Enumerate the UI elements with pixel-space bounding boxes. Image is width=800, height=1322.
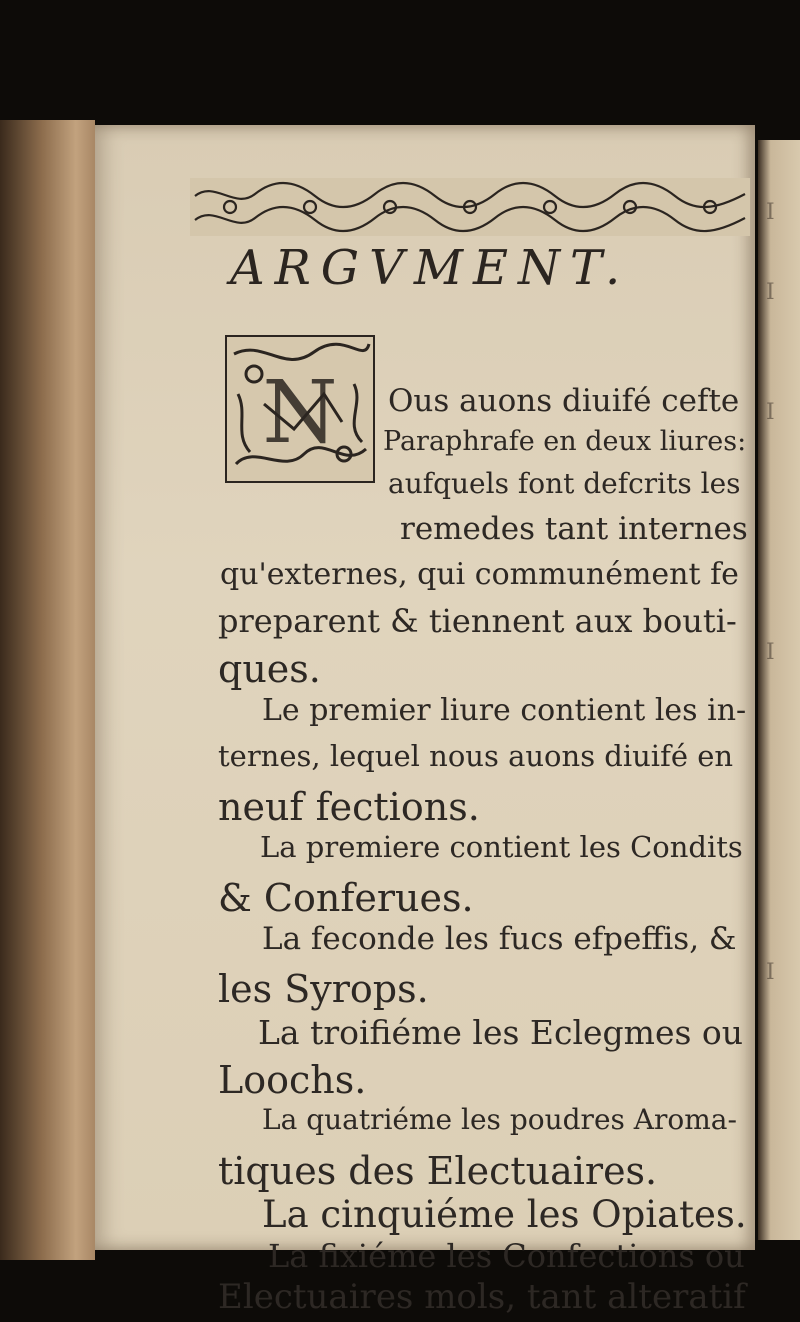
- text-line-7: ques.: [218, 647, 321, 691]
- text-line-15: La troifiéme les Eclegmes ou: [258, 1013, 744, 1052]
- text-line-9: ternes, lequel nous auons diuifé en: [218, 739, 734, 773]
- text-line-2: Paraphrafe en deux liures:: [383, 426, 747, 457]
- decorated-initial-icon: [224, 334, 376, 484]
- text-line-5: qu'externes, qui communément fe: [220, 557, 739, 592]
- adjacent-book-edge-left: [0, 120, 95, 1260]
- text-line-10: neuf fections.: [218, 785, 480, 829]
- text-line-21: Electuaires mols, tant alteratif: [218, 1277, 746, 1317]
- text-line-20: La fixiéme les Confections ou: [268, 1237, 745, 1275]
- text-line-6: preparent & tiennent aux bouti-: [218, 602, 737, 640]
- text-line-3: aufquels font defcrits les: [388, 467, 741, 500]
- text-line-13: La feconde les fucs efpeffis, &: [262, 921, 737, 957]
- text-line-16: Loochs.: [218, 1058, 367, 1102]
- text-line-8: Le premier liure contient les in-: [262, 693, 747, 728]
- text-line-4: remedes tant internes: [400, 511, 748, 547]
- text-line-19: La cinquiéme les Opiates.: [262, 1193, 747, 1236]
- text-line-11: La premiere contient les Condits: [260, 830, 743, 864]
- text-line-1: Ous auons diuifé cefte: [388, 383, 740, 419]
- text-line-17: La quatriéme les poudres Aroma-: [262, 1103, 737, 1136]
- adjacent-page-edge-right: I I I I I: [758, 140, 800, 1240]
- text-line-14: les Syrops.: [218, 967, 429, 1011]
- text-line-12: & Conferues.: [218, 876, 474, 920]
- text-line-18: tiques des Electuaires.: [218, 1149, 658, 1193]
- dropcap-letter: N: [262, 363, 338, 463]
- decorative-headpiece: [190, 178, 750, 236]
- page-heading: ARGVMENT.: [230, 240, 631, 296]
